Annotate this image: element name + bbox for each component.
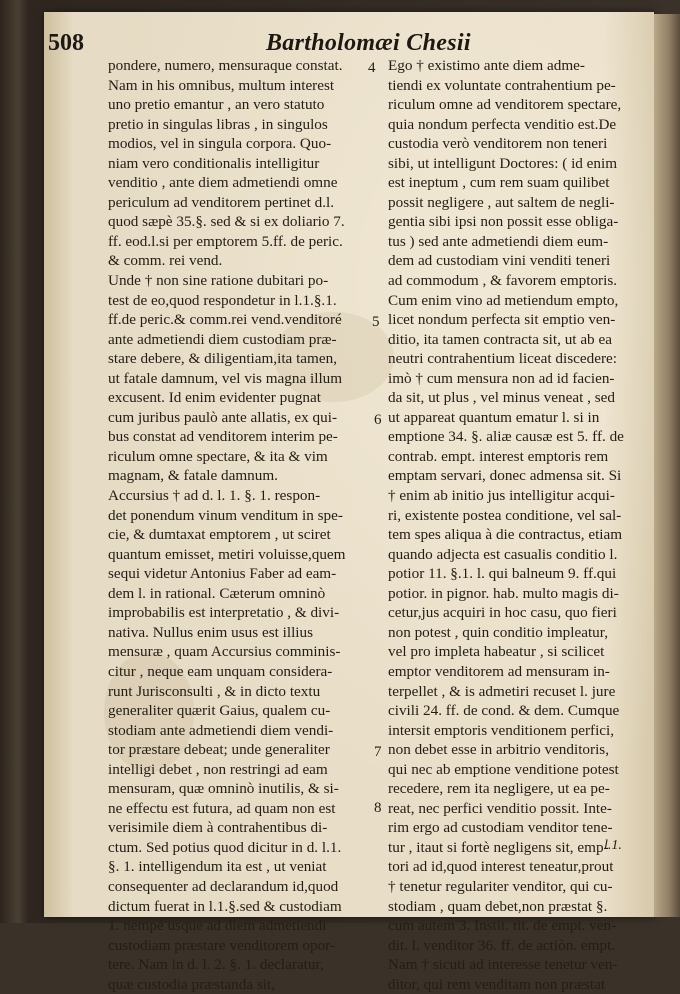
text-line: rim ergo ad custodiam venditor tene-	[388, 819, 613, 837]
text-line: periculum ad venditorem pertinet d.l.	[108, 193, 335, 211]
text-line: est ineptum , cum rem suam quilibet	[388, 174, 610, 192]
page-number: 508	[48, 30, 84, 56]
text-line: ff.de peric.& comm.rei vend.venditoré	[108, 311, 342, 329]
text-line: ante admetiendi diem custodiam præ-	[108, 330, 337, 348]
text-line: quando adjecta est casualis conditio l.	[388, 545, 618, 563]
text-line: emptor venditorem ad mensuram in-	[388, 662, 610, 680]
text-line: nativa. Nullus enim usus est illius	[108, 623, 314, 641]
text-line: mensuræ , quam Accursius comminis-	[108, 643, 341, 661]
text-line: quia nondum perfecta venditio est.De	[388, 115, 617, 133]
text-line: ctum. Sed potius quod dicitur in d. l.1.	[108, 838, 342, 856]
text-line: verisimile diem à contrahentibus di-	[108, 819, 328, 837]
text-line: stare debere, & diligentiam,ita tamen,	[108, 350, 337, 368]
left-column	[108, 56, 364, 993]
text-line: Unde † non sine ratione dubitari po-	[108, 272, 329, 290]
text-line: pretio in singulas libras , in singulos	[108, 115, 328, 133]
text-line: modios, vel in singula corpora. Quo-	[108, 135, 332, 153]
text-line: uno pretio emantur , an vero statuto	[108, 96, 325, 114]
text-line: Nam † sicuti ad interesse tenetur ven-	[388, 956, 618, 974]
text-line: tem spes aliqua à die contractus, etiam	[388, 526, 623, 544]
text-line: venditio , ante diem admetiendi omne	[108, 174, 338, 192]
text-line: magnam, & fatale damnum.	[108, 467, 278, 485]
text-line: pondere, numero, mensuraque constat.	[108, 57, 343, 74]
text-line: ut appareat quantum ematur l. si in	[388, 408, 600, 426]
text-line: Cum enim vino ad metiendum empto,	[388, 291, 619, 309]
margin-number: 8	[374, 800, 382, 816]
text-line: consequenter ad declarandum id,quod	[108, 877, 339, 895]
margin-number: 5	[372, 314, 380, 330]
margin-number: 6	[374, 412, 382, 428]
text-line: generaliter quærit Gaius, qualem cu-	[108, 702, 331, 720]
text-line: tur , itaut si fortè negligens sit, emp-	[388, 838, 609, 856]
text-line: da sit, ut plus , vel minus veneat , sed	[388, 389, 615, 407]
text-line: Accursius † ad d. l. 1. §. 1. respon-	[108, 487, 321, 505]
text-line: emptione 34. §. aliæ causæ est 5. ff. de	[388, 428, 624, 446]
text-line: §. 1. intelligendum ita est , ut veniat	[108, 858, 327, 876]
text-line: excusent. Id enim evidenter pugnat	[108, 389, 321, 407]
text-line: sequi videtur Antonius Faber ad eam-	[108, 565, 337, 583]
text-line: tere. Nam in d. l. 2. §. 1. declaratur,	[108, 956, 324, 974]
text-line: tus ) sed ante admetiendi diem eum-	[388, 232, 609, 250]
text-line: quantum emisset, metiri voluisse,quem	[108, 545, 346, 563]
text-line: non debet esse in arbitrio venditoris,	[388, 741, 610, 759]
text-line: dem ad custodiam vini venditi teneri	[388, 252, 611, 270]
text-line: reat, nec perfici venditio possit. Inte-	[388, 799, 612, 817]
text-line: runt Jurisconsulti , & in dicto textu	[108, 682, 321, 700]
text-line: ut fatale damnum, vel vis magna illum	[108, 369, 343, 387]
text-line: quod sæpè 35.§. sed & si ex doliario 7.	[108, 213, 345, 231]
text-line: neutri contrahentium liceat discedere:	[388, 350, 617, 368]
text-line: † enim ab initio jus intelligitur acqui-	[388, 487, 615, 505]
text-line: terpellet , & is admetiri recuset l. jure	[388, 682, 616, 700]
text-line: cie, & dumtaxat emptorem , ut sciret	[108, 526, 331, 544]
text-line: imò † cum mensura non ad id facien-	[388, 369, 615, 387]
text-line: test de eo,quod respondetur in l.1.§.1.	[108, 291, 337, 309]
text-line: contrab. empt. interest emptoris rem	[388, 447, 609, 465]
text-line: stodiam ante admetiendi diem vendi-	[108, 721, 334, 739]
text-line: stodiam , quam debet,non præstat §.	[388, 897, 608, 915]
text-line: citur , neque eam unquam considera-	[108, 662, 333, 680]
text-line: intersit emptoris venditionem perfici,	[388, 721, 615, 739]
text-line: recedere, rem ita negligere, ut ea pe-	[388, 780, 610, 798]
text-line: licet nondum perfecta sit emptio ven-	[388, 311, 616, 329]
text-line: niam vero conditionalis intelligitur	[108, 154, 320, 172]
text-line: tiendi ex voluntate contrahentium pe-	[388, 76, 616, 94]
text-line: riculum omne spectare, & ita & vim	[108, 447, 328, 465]
text-line: tori ad id,quod interest teneatur,prout	[388, 858, 614, 876]
text-line: dictum fuerat in l.1.§.sed & custodiam	[108, 897, 342, 915]
text-line: quæ custodia præstanda sit,	[108, 975, 276, 993]
text-line: custodia verò venditorem non teneri	[388, 135, 608, 153]
text-line: det ponendum vinum venditum in spe-	[108, 506, 343, 524]
text-line: intelligi debet , non restringi ad eam	[108, 760, 328, 778]
text-line: potior. in pignor. hab. multo magis di-	[388, 584, 619, 602]
text-line: emptam servari, donec admensa sit. Si	[388, 467, 622, 485]
text-line: possit negligere , aut saltem de negli-	[388, 193, 615, 211]
margin-number: 7	[374, 744, 382, 760]
page-fore-edge	[654, 14, 680, 917]
catchword: l.1.	[604, 838, 622, 853]
text-line: sibi, ut intelligunt Doctores: ( id enim	[388, 154, 618, 172]
text-line: non potest , quin conditio impleatur,	[388, 623, 609, 641]
text-line: cum juribus paulò ante allatis, ex qui-	[108, 408, 338, 426]
text-line: custodiam præstare venditorem opor-	[108, 936, 336, 954]
text-line: qui nec ab emptione venditione potest	[388, 760, 619, 778]
text-line: bus constat ad venditorem interim pe-	[108, 428, 338, 446]
text-line: vel pro impleta habeatur , si scilicet	[388, 643, 605, 661]
text-line: ad commodum , & favorem emptoris.	[388, 272, 618, 290]
text-line: tor præstare debeat; unde generaliter	[108, 741, 330, 759]
text-line: dem l. in rational. Cæterum omninò	[108, 584, 326, 602]
text-line: gentia sibi ipsi non possit esse obliga-	[388, 213, 619, 231]
text-line: ditio, ita tamen contracta sit, ut ab ea	[388, 330, 612, 348]
text-line: & comm. rei vend.	[108, 252, 223, 270]
text-line: civili 24. ff. de cond. & dem. Cumque	[388, 702, 620, 720]
text-line: Nam in his omnibus, multum interest	[108, 76, 335, 94]
text-line: Ego † existimo ante diem adme-	[388, 57, 585, 74]
text-line: cetur,jus acquiri in hoc casu, quo fieri	[388, 604, 617, 622]
text-line: ditor, qui rem venditam non præstat	[388, 975, 606, 993]
text-line: dit. l. venditor 36. ff. de actiòn. empt.	[388, 936, 616, 954]
right-column	[388, 56, 644, 993]
margin-number: 4	[368, 60, 376, 76]
text-line: potior 11. §.1. l. qui balneum 9. ff.qui	[388, 565, 617, 583]
text-line: cum autem 3. Instit. tit. de empt. ven-	[388, 917, 617, 935]
text-line: mensuram, quæ omninò inutilis, & si-	[108, 780, 339, 798]
text-line: † tenetur regulariter venditor, qui cu-	[388, 877, 613, 895]
running-head: Bartholomæi Chesii	[266, 30, 471, 56]
text-line: improbabilis est interpretatio , & divi-	[108, 604, 340, 622]
text-line: ff. eod.l.si per emptorem 5.ff. de peric.	[108, 232, 343, 250]
text-line: ne effectu est futura, ad quam non est	[108, 799, 336, 817]
text-line: 1. nempè usque ad diem admetiendi	[108, 917, 327, 935]
text-line: riculum omne ad venditorem spectare,	[388, 96, 622, 114]
text-line: ri, existente postea conditione, vel sal-	[388, 506, 622, 524]
